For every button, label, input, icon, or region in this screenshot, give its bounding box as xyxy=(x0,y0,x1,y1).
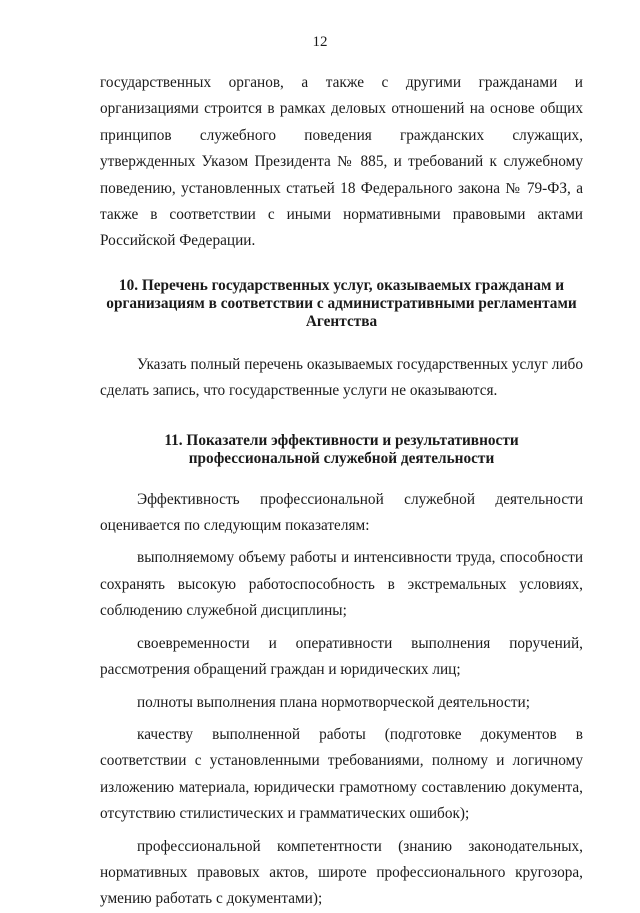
section-11-intro: Эффективность профессиональной служебной деятельности оценивается по следующим показателям: xyxy=(100,490,583,535)
section-10-heading: 10. Перечень государственных услуг, оказываемых гражданам и организациям в соответствии с административными регламентами Агентства xyxy=(106,276,577,330)
intro-paragraph: государственных органов, а также с другими гражданами и организациями строится в рамках деловых отношений на основе общих принципов служебного поведения гражданских служащих, утвержденных Указом Президента № 885, и требований к служебному поведению, установленных статьей 18 Федерального закона № 79-ФЗ, а также в соответствии с иными нормативными правовыми актами Российской Федерации. xyxy=(100,74,583,250)
page-number: 12 xyxy=(312,34,328,50)
indicator-item: качеству выполненной работы (подготовке документов в соответствии с установленными требованиями, полному и логичному изложению материала, юридически грамотному составлению документа, отсутствию стилистических и грамматических ошибок); xyxy=(100,725,583,823)
indicator-item: своевременности и оперативности выполнения поручений, рассмотрения обращений граждан и юридических лиц; xyxy=(100,634,583,679)
indicator-item: выполняемому объему работы и интенсивности труда, способности сохранять высокую работоспособность в экстремальных условиях, соблюдению служебной дисциплины; xyxy=(100,549,583,620)
indicator-item: профессиональной компетентности (знанию законодательных, нормативных правовых актов, широте профессионального кругозора, умению работать с документами); xyxy=(100,837,583,908)
document-body xyxy=(100,70,583,913)
indicator-item: полноты выполнения плана нормотворческой деятельности; xyxy=(137,693,530,711)
section-10-paragraph: Указать полный перечень оказываемых государственных услуг либо сделать запись, что государственные услуги не оказываются. xyxy=(100,355,583,400)
section-11-heading: 11. Показатели эффективности и результативности профессиональной служебной деятельности xyxy=(164,431,519,467)
